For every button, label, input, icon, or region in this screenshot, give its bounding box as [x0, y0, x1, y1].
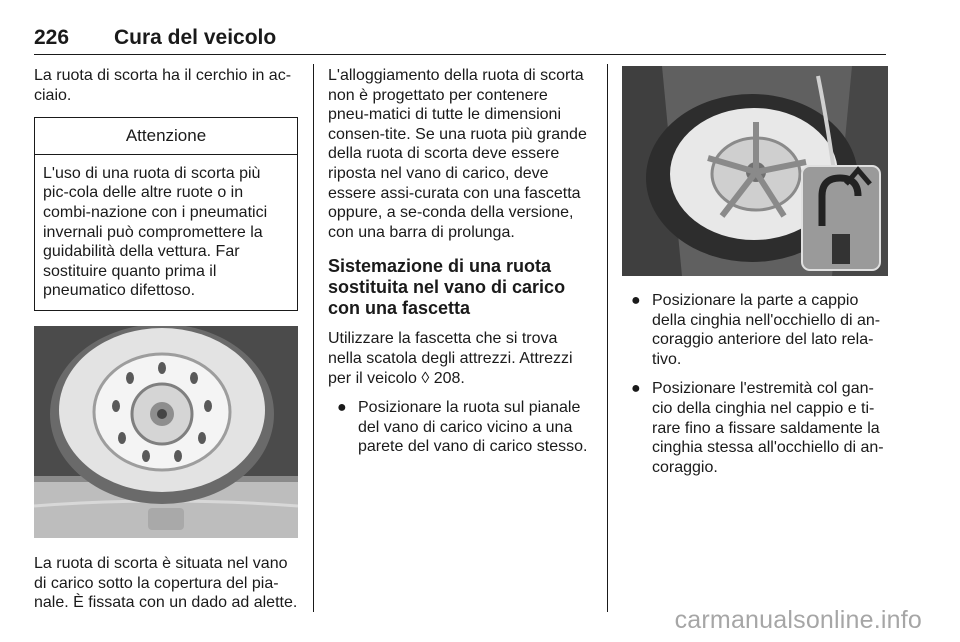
- column-divider: [607, 64, 608, 612]
- page-header: [34, 22, 886, 55]
- column-1: [34, 66, 298, 613]
- warning-body: L'uso di una ruota di scorta più pic-cola delle altre ruote o in combi-nazione con i pneumatici invernali può compromettere la guidabilità della vettura. Far sostituire quanto prima il pneumatico difettoso.: [43, 164, 268, 300]
- spare-wheel-caption: La ruota di scorta è situata nel vano di carico sotto la copertura del pia-nale. È fissata con un dado ad alette.: [34, 554, 298, 612]
- watermark: carmanualsonline.info: [674, 606, 922, 634]
- warning-box: [34, 117, 298, 311]
- list-item-text: Posizionare la parte a cappio della cinghia nell'occhiello di an-coraggio anteriore del lato rela-tivo.: [652, 292, 881, 368]
- list-item: [622, 291, 888, 369]
- instruction-list: [328, 398, 592, 457]
- list-item: [622, 379, 888, 477]
- column-divider: [313, 64, 314, 612]
- bullet-icon: ●: [631, 380, 641, 398]
- list-item-text: Posizionare la ruota sul pianale del vano di carico vicino a una parete del vano di carico stesso.: [358, 399, 588, 456]
- strap-photo: [622, 66, 888, 276]
- intro-paragraph: La ruota di scorta ha il cerchio in ac-ciaio.: [34, 67, 292, 104]
- housing-paragraph: L'alloggiamento della ruota di scorta non è progettato per contenere pneu-matici di tutte le dimensioni consen-tite. Se una ruota più grande della ruota di scorta deve essere riposta nel vano di carico, deve essere assi-curata con una fascetta oppure, a se-conda della versione, con una barra di prolunga.: [328, 67, 587, 241]
- column-3: [622, 66, 888, 487]
- warning-title: Attenzione: [35, 118, 297, 155]
- instruction-list: [622, 291, 888, 477]
- subheading: Sistemazione di una ruota sostituita nel vano di carico con una fascetta: [328, 256, 566, 319]
- strap-paragraph: Utilizzare la fascetta che si trova nella scatola degli attrezzi. Attrezzi per il veicolo ◊ 208.: [328, 330, 573, 387]
- bullet-icon: ●: [631, 292, 641, 309]
- column-2: [328, 66, 592, 467]
- list-item: [328, 398, 592, 457]
- list-item-text: Posizionare l'estremità col gan-cio della cinghia nel cappio e ti-rare fino a fissare saldamente la cinghia stessa all'occhiello di an-coraggio.: [652, 380, 884, 476]
- spare-wheel-photo: [34, 326, 298, 538]
- page-number: 226: [34, 26, 70, 49]
- section-title: Cura del veicolo: [114, 26, 277, 49]
- bullet-icon: ●: [337, 399, 347, 417]
